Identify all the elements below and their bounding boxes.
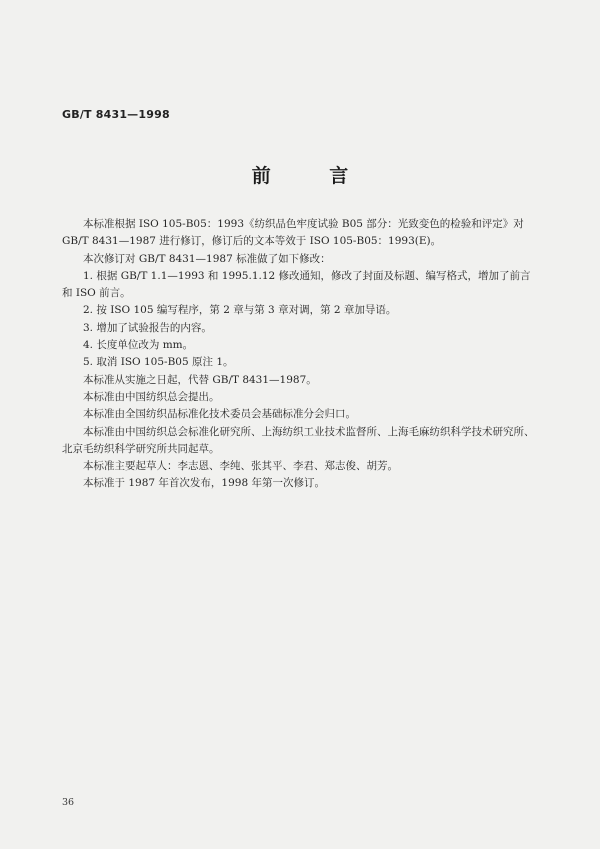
body-text <box>62 216 540 493</box>
paragraph: 本标准由中国纺织总会提出。 <box>83 390 220 403</box>
paragraph: 5. 取消 ISO 105-B05 原注 1。 <box>83 356 234 369</box>
paragraph: 本标准于 1987 年首次发布，1998 年第一次修订。 <box>83 477 325 490</box>
paragraph: 本标准从实施之日起，代替 GB/T 8431—1987。 <box>83 373 317 386</box>
paragraph: 本标准由全国纺织品标准化技术委员会基础标准分会归口。 <box>83 408 356 421</box>
paragraph: 本标准由中国纺织总会标准化研究所、上海纺织工业技术监督所、上海毛麻纺织科学技术研究所、北京毛纺织科学研究所共同起草。 <box>62 425 535 455</box>
standard-number: GB/T 8431—1998 <box>62 108 170 121</box>
paragraph: 1. 根据 GB/T 1.1—1993 和 1995.1.12 修改通知，修改了封面及标题、编写格式，增加了前言和 ISO 前言。 <box>62 269 531 300</box>
page-number: 36 <box>62 797 75 808</box>
paragraph: 本次修订对 GB/T 8431—1987 标准做了如下修改： <box>83 252 331 265</box>
page-title: 前 言 <box>251 165 375 187</box>
paragraph: 4. 长度单位改为 mm。 <box>83 339 194 352</box>
paragraph: 2. 按 ISO 105 编写程序，第 2 章与第 3 章对调，第 2 章加导语。 <box>83 304 397 317</box>
paragraph: 本标准根据 ISO 105-B05：1993《纺织品色牢度试验 B05 部分：光致变色的检验和评定》对 GB/T 8431—1987 进行修订，修订后的文本等效于 ISO 105-B05：1993(E)。 <box>62 218 524 248</box>
paragraph: 本标准主要起草人：李志恩、李纯、张其平、李君、郑志俊、胡芳。 <box>83 460 398 473</box>
paragraph: 3. 增加了试验报告的内容。 <box>83 321 212 334</box>
